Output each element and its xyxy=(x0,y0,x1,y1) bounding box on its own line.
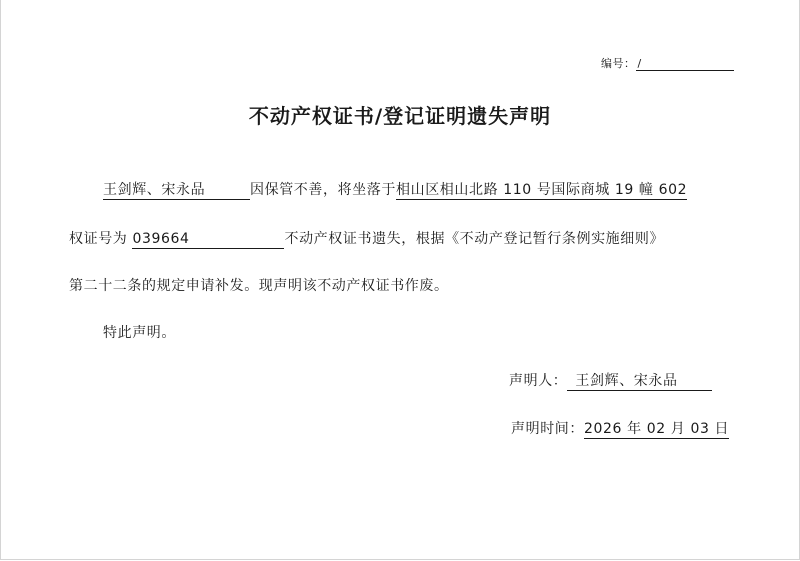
document-title: 不动产权证书/登记证明遗失声明 xyxy=(248,104,552,128)
body-text-1: 因保管不善，将坐落于 xyxy=(250,182,396,198)
serial-label: 编号： xyxy=(601,57,636,70)
paragraph-line-1 xyxy=(103,180,687,200)
property-location: 相山区相山北路 110 号国际商城 19 幢 602 xyxy=(396,182,688,198)
serial-value: / xyxy=(636,57,734,71)
serial-number xyxy=(601,55,734,71)
closing-line xyxy=(103,323,176,343)
body-text-2: 权证号为 xyxy=(69,231,128,247)
body-text-3: 不动产权证书遗失，根据《不动产登记暂行条例实施细则》 xyxy=(284,231,665,247)
body-text-4: 第二十二条的规定申请补发。现声明该不动产权证书作废。 xyxy=(69,278,449,294)
certificate-number: 039664 xyxy=(132,231,284,249)
closing-text: 特此声明。 xyxy=(103,325,176,341)
declarant-name: 王剑辉、宋永品 xyxy=(567,373,712,391)
declarant-label: 声明人： xyxy=(509,373,568,389)
date-label: 声明时间： xyxy=(511,421,584,437)
owner-names: 王剑辉、宋永品 xyxy=(103,182,250,200)
declaration-date-line xyxy=(511,419,729,439)
declaration-date: 2026 年 02 月 03 日 xyxy=(584,421,730,437)
paragraph-line-2 xyxy=(69,229,664,249)
declarant-line xyxy=(509,371,712,391)
paragraph-line-3 xyxy=(69,276,449,296)
